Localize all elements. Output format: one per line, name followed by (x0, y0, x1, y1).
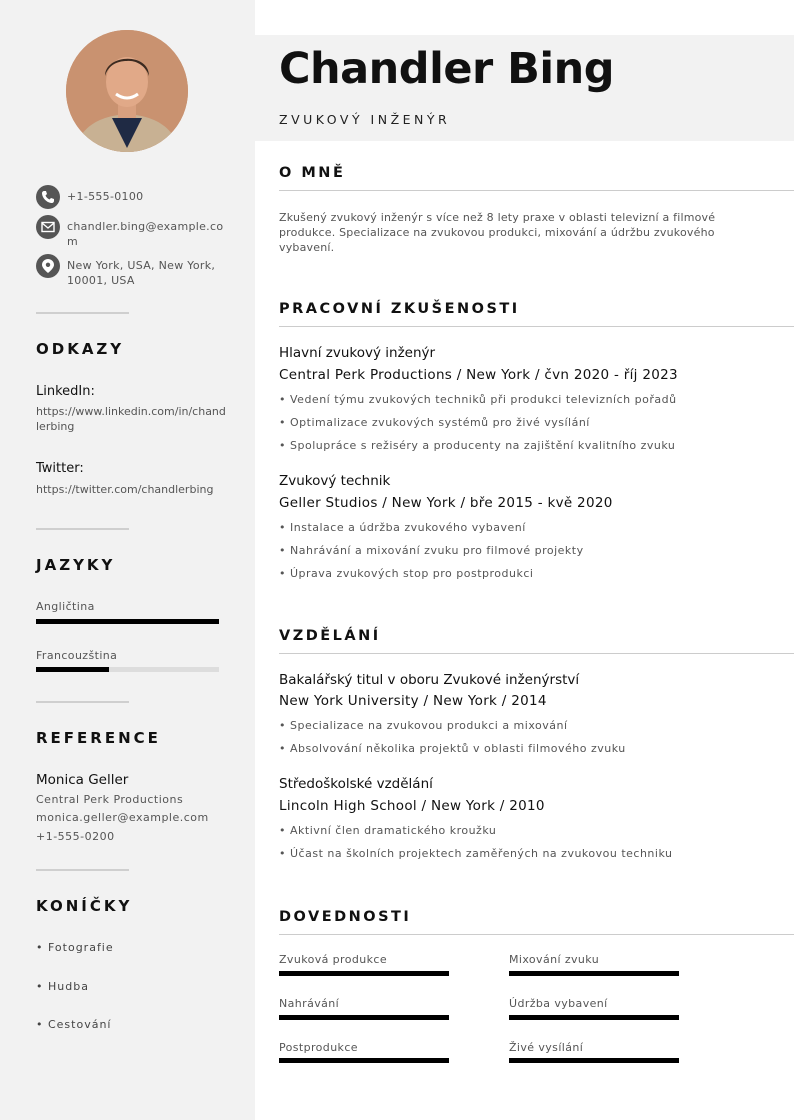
section-rule (279, 190, 794, 191)
list-item (279, 847, 672, 860)
contact-address (36, 254, 226, 288)
bullet-dot: • (279, 742, 290, 755)
skill-level-fill (509, 1058, 679, 1063)
language-level-bar (36, 667, 219, 672)
hobby-item: • Fotografie (36, 941, 114, 954)
skill-name: Mixování zvuku (509, 953, 600, 966)
reference-phone: +1-555-0200 (36, 830, 115, 843)
languages-heading: JAZYKY (36, 556, 116, 574)
twitter-link[interactable]: https://twitter.com/chandlerbing (36, 483, 214, 496)
skill-name: Zvuková produkce (279, 953, 388, 966)
list-item-text: Vedení týmu zvukových techniků při produkci televizních pořadů (290, 393, 677, 406)
links-heading: ODKAZY (36, 340, 125, 358)
experience-heading: PRACOVNÍ ZKUŠENOSTI (279, 301, 520, 317)
bullet-dot: • (279, 824, 290, 837)
skills-heading: DOVEDNOSTI (279, 909, 412, 925)
bullet-dot: • (279, 393, 290, 406)
education-title: Středoškolské vzdělání (279, 776, 433, 792)
divider (36, 312, 129, 314)
section-rule (279, 326, 794, 327)
list-item-text: Instalace a údržba zvukového vybavení (290, 521, 526, 534)
list-item (279, 416, 590, 429)
page-title: Chandler Bing (279, 44, 615, 94)
contact-address-text: New York, USA, New York, 10001, USA (67, 259, 216, 287)
list-item-text: Specializace na zvukovou produkci a mixování (290, 719, 568, 732)
list-item-text: Optimalizace zvukových systémů pro živé vysílání (290, 416, 590, 429)
skill-name: Nahrávání (279, 997, 340, 1010)
education-title: Bakalářský titul v oboru Zvukové inženýrství (279, 672, 580, 688)
language-name: Angličtina (36, 600, 95, 613)
bullet-dot: • (279, 544, 290, 557)
list-item-text: Absolvování několika projektů v oblasti filmového zvuku (290, 742, 626, 755)
contact-email (36, 215, 226, 249)
hobby-item: • Hudba (36, 980, 89, 993)
map-pin-icon (36, 254, 60, 278)
reference-company: Central Perk Productions (36, 793, 184, 806)
list-item (279, 439, 675, 452)
language-level-fill (36, 619, 219, 624)
skill-level-fill (509, 1015, 679, 1020)
skill-level-fill (279, 971, 449, 976)
experience-subtitle: Geller Studios / New York / bře 2015 - kvě 2020 (279, 495, 613, 511)
list-item-text: Aktivní člen dramatického kroužku (290, 824, 497, 837)
linkedin-link[interactable]: https://www.linkedin.com/in/chandlerbing (36, 405, 226, 433)
twitter-label: Twitter: (36, 461, 84, 476)
envelope-icon (36, 215, 60, 239)
list-item (279, 719, 568, 732)
skill-name: Údržba vybavení (509, 997, 608, 1010)
skill-level-fill (279, 1058, 449, 1063)
bullet-dot: • (279, 439, 290, 452)
phone-icon (36, 185, 60, 209)
bullet-dot: • (279, 416, 290, 429)
list-item (279, 544, 584, 557)
education-subtitle: Lincoln High School / New York / 2010 (279, 798, 545, 814)
skill-level-bar (509, 1058, 679, 1063)
avatar (66, 30, 188, 152)
reference-heading: REFERENCE (36, 729, 161, 747)
list-item-text: Úprava zvukových stop pro postprodukci (290, 567, 534, 580)
bullet-dot: • (279, 521, 290, 534)
about-text: Zkušený zvukový inženýr s více než 8 lety praxe v oblasti televizní a filmové produkce. Specializace na zvukovou produkci, mixování a údržbu zvukového vybavení. (279, 211, 716, 254)
bullet-dot: • (279, 719, 290, 732)
section-rule (279, 934, 794, 935)
contact-email-text[interactable]: chandler.bing@example.com (67, 220, 224, 248)
reference-email[interactable]: monica.geller@example.com (36, 811, 209, 824)
experience-subtitle: Central Perk Productions / New York / čvn 2020 - říj 2023 (279, 367, 678, 383)
contact-phone (36, 185, 226, 209)
list-item (279, 567, 533, 580)
language-level-fill (36, 667, 109, 672)
experience-title: Hlavní zvukový inženýr (279, 345, 436, 361)
section-rule (279, 653, 794, 654)
education-subtitle: New York University / New York / 2014 (279, 693, 547, 709)
list-item-text: Spolupráce s režiséry a producenty na zajištění kvalitního zvuku (290, 439, 676, 452)
skill-level-fill (279, 1015, 449, 1020)
list-item (279, 742, 626, 755)
language-level-bar (36, 619, 219, 624)
sidebar (0, 0, 255, 1120)
reference-name: Monica Geller (36, 772, 129, 788)
divider (36, 528, 129, 530)
contact-phone-text: +1-555-0100 (67, 190, 144, 203)
hobbies-heading: KONÍČKY (36, 897, 133, 915)
skill-name: Postprodukce (279, 1041, 358, 1054)
experience-title: Zvukový technik (279, 473, 391, 489)
skill-level-bar (509, 1015, 679, 1020)
divider (36, 869, 129, 871)
bullet-dot: • (279, 567, 290, 580)
linkedin-label: LinkedIn: (36, 384, 95, 399)
list-item-text: Nahrávání a mixování zvuku pro filmové projekty (290, 544, 584, 557)
education-heading: VZDĚLÁNÍ (279, 628, 381, 644)
list-item-text: Účast na školních projektech zaměřených na zvukovou techniku (290, 847, 673, 860)
list-item (279, 393, 677, 406)
divider (36, 701, 129, 703)
skill-level-bar (279, 1015, 449, 1020)
list-item (279, 521, 526, 534)
main-content (255, 0, 794, 1120)
hobby-item: • Cestování (36, 1018, 112, 1031)
language-name: Francouzština (36, 649, 118, 662)
skill-level-bar (279, 1058, 449, 1063)
skill-name: Živé vysílání (509, 1041, 584, 1054)
skill-level-fill (509, 971, 679, 976)
skill-level-bar (509, 971, 679, 976)
list-item (279, 824, 496, 837)
job-title: ZVUKOVÝ INŽENÝR (279, 112, 451, 127)
about-heading: O MNĚ (279, 165, 346, 181)
skill-level-bar (279, 971, 449, 976)
bullet-dot: • (279, 847, 290, 860)
